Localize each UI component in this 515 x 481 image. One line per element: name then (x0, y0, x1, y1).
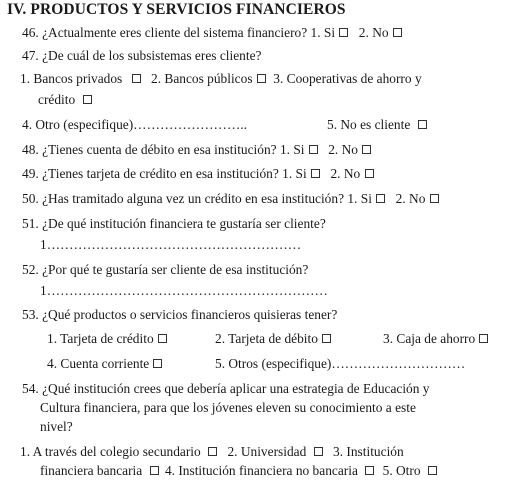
question-49 (22, 166, 375, 182)
checkbox-48-no[interactable] (362, 145, 371, 154)
option-tarjeta-credito: 1. Tarjeta de crédito (47, 331, 168, 347)
checkbox-54-4[interactable] (365, 466, 374, 475)
option-no-es-cliente: 5. No es cliente (327, 117, 411, 132)
question-47-options-row1 (20, 71, 422, 87)
checkbox-54-5[interactable] (428, 466, 437, 475)
checkbox-54-3[interactable] (150, 466, 159, 475)
question-47-options-row2 (38, 92, 93, 108)
checkbox-47-5[interactable] (418, 120, 427, 129)
question-48-text: 48. ¿Tienes cuenta de débito en esa institución? 1. Si (22, 142, 305, 157)
question-53: 53. ¿Qué productos o servicios financieros quisieras tener? (22, 307, 338, 322)
question-54-line1: 54. ¿Qué institución crees que debería aplicar una estrategia de Educación y (22, 381, 430, 396)
question-50-opt2: 2. No (395, 191, 426, 206)
question-49-text: 49. ¿Tienes tarjeta de crédito en esa institución? 1. Si (22, 166, 307, 181)
question-47-option-no-cliente (327, 117, 428, 133)
question-46-text: 46. ¿Actualmente eres cliente del sistema financiero? 1. Si (22, 25, 336, 40)
question-47: 47. ¿De cuál de los subsistemas eres cliente? (22, 48, 262, 63)
question-50-text: 50. ¿Has tramitado alguna vez un crédito en esa institución? 1. Si (22, 191, 372, 206)
option-cooperativas-cont: crédito (38, 92, 76, 107)
option-financiera-no-bancaria: 4. Institución financiera no bancaria (164, 463, 358, 478)
checkbox-53-4[interactable] (153, 359, 162, 368)
question-48 (22, 142, 372, 158)
option-otro: 5. Otro (382, 463, 421, 478)
checkbox-48-si[interactable] (309, 145, 318, 154)
answer-line-52[interactable]: 1……………………………………………………… (40, 283, 328, 298)
checkbox-54-2[interactable] (314, 447, 323, 456)
checkbox-46-no[interactable] (393, 28, 402, 37)
option-otros-especifique: 5. Otros (especifique)………………………… (215, 356, 466, 371)
option-financiera-bancaria: financiera bancaria (40, 463, 143, 478)
checkbox-49-no[interactable] (365, 169, 374, 178)
checkbox-49-si[interactable] (311, 169, 320, 178)
answer-line-51[interactable]: 1………………………………………………… (40, 237, 302, 252)
option-bancos-publicos: 2. Bancos públicos (151, 71, 253, 86)
option-otro-especifique: 4. Otro (especifique)…………………….. (22, 117, 247, 132)
checkbox-53-1[interactable] (158, 334, 167, 343)
question-50 (22, 191, 440, 207)
checkbox-53-3[interactable] (479, 334, 488, 343)
question-46-opt2: 2. No (358, 25, 389, 40)
question-54-options-row1 (20, 444, 404, 460)
checkbox-47-3[interactable] (83, 95, 92, 104)
checkbox-50-si[interactable] (376, 194, 385, 203)
question-47-option-otro (22, 117, 247, 133)
checkbox-50-no[interactable] (430, 194, 439, 203)
question-46 (22, 25, 403, 41)
question-48-opt2: 2. No (328, 142, 358, 157)
checkbox-46-si[interactable] (339, 28, 348, 37)
question-54-line3: nivel? (40, 419, 73, 434)
question-54-line2: Cultura financiera, para que los jóvenes eleven su conocimiento a este (40, 400, 416, 415)
question-52: 52. ¿Por qué te gustaría ser cliente de esa institución? (22, 262, 309, 277)
question-49-opt2: 2. No (330, 166, 361, 181)
option-bancos-privados: 1. Bancos privados (20, 71, 123, 86)
question-51: 51. ¿De qué institución financiera te gustaría ser cliente? (22, 216, 326, 231)
section-title: IV. PRODUCTOS Y SERVICIOS FINANCIEROS (7, 1, 346, 18)
option-tarjeta-debito: 2. Tarjeta de débito (215, 331, 332, 347)
option-caja-ahorro: 3. Caja de ahorro (383, 331, 489, 347)
option-cuenta-corriente: 4. Cuenta corriente (47, 356, 163, 372)
option-colegio-secundario: 1. A través del colegio secundario (20, 444, 201, 459)
checkbox-53-2[interactable] (322, 334, 331, 343)
option-universidad: 2. Universidad (227, 444, 307, 459)
checkbox-54-1[interactable] (208, 447, 217, 456)
checkbox-47-2[interactable] (257, 74, 266, 83)
option-cooperativas: 3. Cooperativas de ahorro y (273, 71, 422, 86)
option-institucion: 3. Institución (333, 444, 404, 459)
checkbox-47-1[interactable] (132, 74, 141, 83)
question-54-options-row2 (40, 463, 438, 479)
